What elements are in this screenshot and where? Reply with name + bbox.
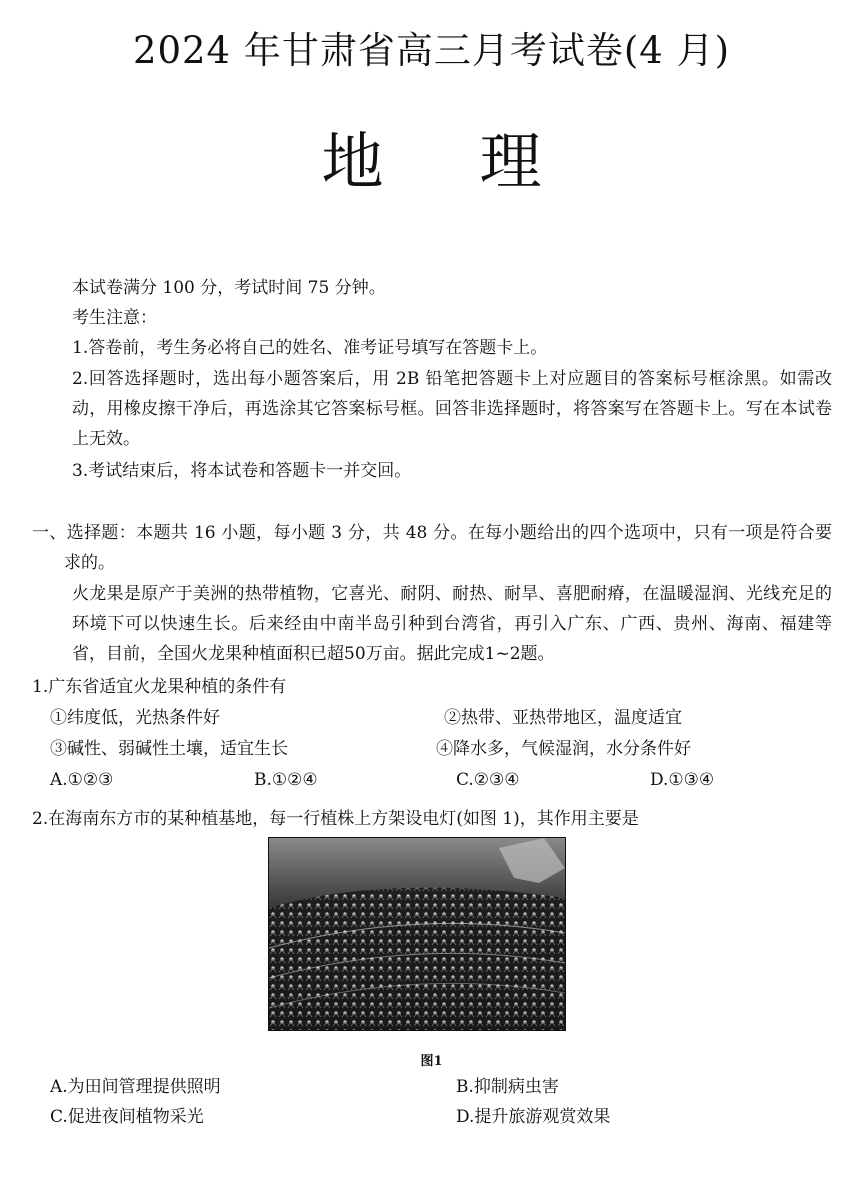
q1-option-c: C.②③④ [456,770,520,790]
q2-option-b: B.抑制病虫害 [456,1077,559,1097]
notice-intro: 本试卷满分 100 分，考试时间 75 分钟。 [72,278,386,298]
notice-item-2: 2.回答选择题时，选出每小题答案后，用 2B 铅笔把答题卡上对应题目的答案标号框涂黑。如需改动，用橡皮擦干净后，再选涂其它答案标号框。回答非选择题时，将答案写在答题卡上。写在本试卷上无效。 [72,369,832,449]
q1-statement-4: ④降水多，气候湿润，水分条件好 [436,739,691,759]
subject-char-left: 地 [321,125,384,198]
q1-option-a: A.①②③ [50,770,114,790]
notice-item-1: 1.答卷前，考生务必将自己的姓名、准考证号填写在答题卡上。 [72,338,548,358]
q1-option-d: D.①③④ [650,770,715,790]
figure-1-caption: 图1 [420,1054,443,1069]
field-lights-image [269,838,565,1030]
exam-title: 2024 年甘肃省高三月考试卷(4 月) [132,29,731,72]
subject-title [0,122,863,202]
q1-statement-3: ③碱性、弱碱性土壤，适宜生长 [50,739,288,759]
passage: 火龙果是原产于美洲的热带植物，它喜光、耐阴、耐热、耐旱、喜肥耐瘠，在温暖湿润、光线充足的环境下可以快速生长。后来经由中南半岛引种到台湾省，再引入广东、广西、贵州、海南、福建等省，目前，全国火龙果种植面积已超50万亩。据此完成1~2题。 [72,584,832,664]
q1-option-b: B.①②④ [254,770,318,790]
q1-statement-2: ②热带、亚热带地区，温度适宜 [444,708,682,728]
q1-stem: 1.广东省适宜火龙果种植的条件有 [32,677,287,697]
q1-statement-1: ①纬度低，光热条件好 [50,708,220,728]
q2-option-d: D.提升旅游观赏效果 [456,1107,611,1127]
q2-stem: 2.在海南东方市的某种植基地，每一行植株上方架设电灯(如图 1)，其作用主要是 [32,809,639,829]
q2-option-c: C.促进夜间植物采光 [50,1107,204,1127]
figure-1-photo [268,837,566,1031]
section-heading: 一、选择题：本题共 16 小题，每小题 3 分，共 48 分。在每小题给出的四个选项中，只有一项是符合要求的。 [32,523,832,573]
subject-char-right: 理 [479,125,542,198]
notice-item-3: 3.考试结束后，将本试卷和答题卡一并交回。 [72,461,412,481]
q2-option-a: A.为田间管理提供照明 [50,1077,221,1097]
notice-heading: 考生注意： [72,308,157,328]
